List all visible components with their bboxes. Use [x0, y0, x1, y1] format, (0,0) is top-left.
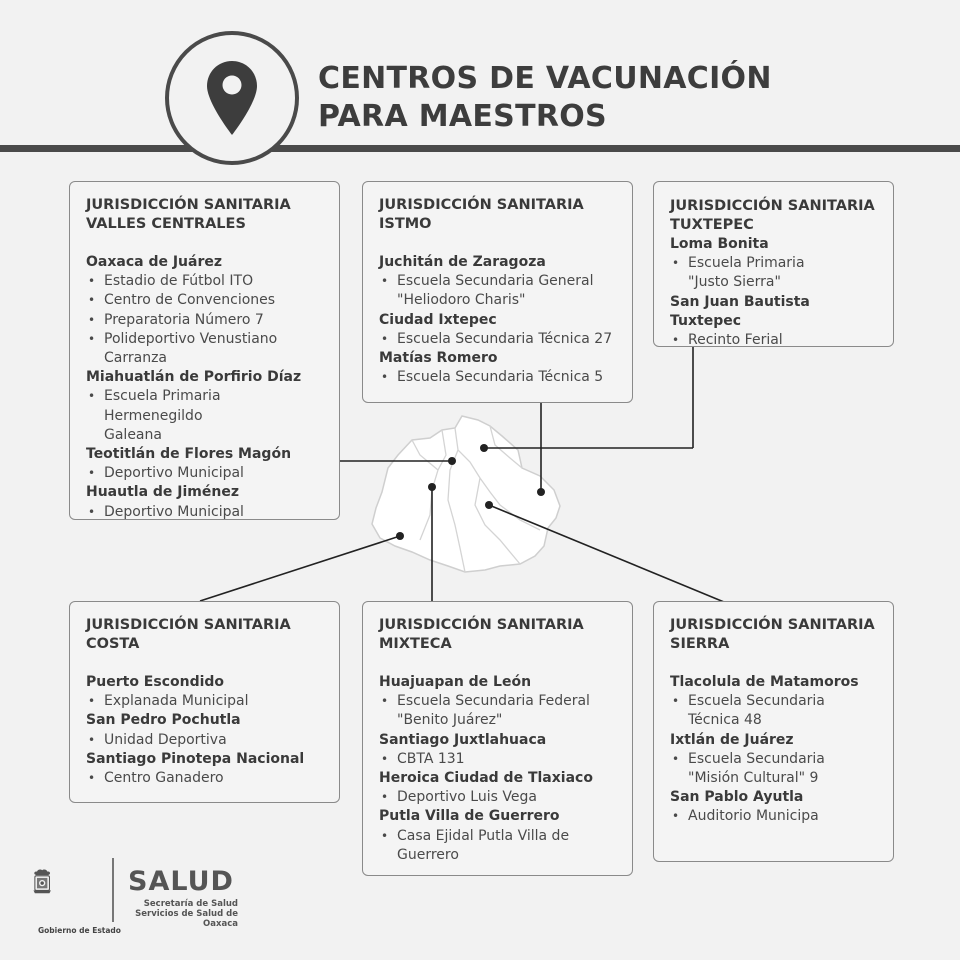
- city-name: Ciudad Ixtepec: [379, 311, 497, 328]
- card-title-line-2: ISTMO: [379, 216, 432, 232]
- location-text: Centro Ganadero: [104, 770, 224, 787]
- city-name: San Pedro Pochutla: [86, 712, 241, 729]
- gobierno-label: Gobierno de Estado: [38, 926, 121, 935]
- pin-badge: [165, 31, 299, 165]
- bullet-icon: •: [88, 312, 96, 327]
- location-item: [670, 692, 877, 711]
- location-text: Escuela Secundaria Federal: [397, 693, 590, 710]
- bullet-icon: •: [381, 331, 389, 346]
- location-text: Unidad Deportiva: [104, 731, 227, 748]
- bullet-icon: •: [88, 694, 96, 709]
- location-text: Casa Ejidal Putla Villa de: [397, 827, 570, 844]
- card-body: [670, 673, 877, 827]
- card-title: [670, 616, 877, 654]
- map-pin-icon: [205, 59, 259, 137]
- city-name: Teotitlán de Flores Magón: [86, 446, 292, 463]
- location-text: Preparatoria Número 7: [104, 311, 264, 328]
- page-title: [318, 60, 772, 136]
- location-item: [86, 692, 323, 711]
- location-item: [670, 711, 877, 730]
- title-line-1: CENTROS DE VACUNACIÓN: [318, 61, 772, 96]
- card-title-line-1: JURISDICCIÓN SANITARIA: [379, 197, 584, 213]
- card-istmo: [362, 181, 633, 403]
- location-item: [379, 692, 616, 711]
- card-title-line-1: JURISDICCIÓN SANITARIA: [86, 617, 291, 633]
- bullet-icon: •: [381, 790, 389, 805]
- location-text: Escuela Secundaria: [688, 693, 825, 710]
- card-tuxtepec: [653, 181, 894, 347]
- card-title-line-2: SIERRA: [670, 636, 730, 652]
- card-sierra: [653, 601, 894, 862]
- bullet-icon: •: [381, 370, 389, 385]
- location-text: "Justo Sierra": [688, 274, 781, 291]
- card-title: [86, 196, 323, 234]
- location-text: Deportivo Municipal: [104, 465, 244, 482]
- bullet-icon: •: [672, 751, 680, 766]
- location-item: [379, 827, 616, 846]
- location-text: Estadio de Fútbol ITO: [104, 273, 254, 290]
- city-name: Matías Romero: [379, 350, 498, 367]
- card-title: [379, 196, 616, 234]
- city-name: San Pablo Ayutla: [670, 789, 804, 806]
- location-text: "Benito Juárez": [397, 712, 503, 729]
- salud-brand: SALUD: [128, 866, 234, 897]
- bullet-icon: •: [88, 274, 96, 289]
- location-item: [670, 331, 877, 350]
- location-item: [86, 291, 323, 310]
- location-text: Escuela Primaria Hermenegildo: [104, 388, 221, 424]
- location-text: Explanada Municipal: [104, 693, 249, 710]
- location-item: [86, 731, 323, 750]
- location-item: [86, 349, 323, 368]
- location-item: [670, 254, 877, 273]
- location-item: [86, 311, 323, 330]
- city-name: Juchitán de Zaragoza: [379, 254, 546, 270]
- location-item: [379, 330, 616, 349]
- location-item: [86, 272, 323, 291]
- location-item: [86, 769, 323, 788]
- location-text: Carranza: [104, 350, 167, 367]
- location-text: Deportivo Luis Vega: [397, 789, 537, 806]
- oaxaca-map: [372, 416, 560, 572]
- card-valles-centrales: [69, 181, 340, 520]
- bullet-icon: •: [672, 256, 680, 271]
- city-name: Puerto Escondido: [86, 674, 225, 690]
- city-name: Miahuatlán de Porfirio Díaz: [86, 369, 302, 386]
- location-item: [379, 368, 616, 387]
- salud-subtitle-line-2: Servicios de Salud de Oaxaca: [135, 909, 238, 929]
- location-item: [86, 387, 323, 425]
- card-title-line-2: COSTA: [86, 636, 140, 652]
- location-item: [670, 769, 877, 788]
- state-coat-of-arms-icon: [30, 846, 110, 922]
- location-item: [86, 426, 323, 445]
- location-text: Escuela Secundaria: [688, 750, 825, 767]
- bullet-icon: •: [88, 389, 96, 404]
- card-title-line-2: MIXTECA: [379, 636, 452, 652]
- city-name: Ixtlán de Juárez: [670, 731, 794, 748]
- bullet-icon: •: [88, 771, 96, 786]
- city-name: Oaxaca de Juárez: [86, 254, 223, 270]
- card-title-line-2: TUXTEPEC: [670, 217, 754, 233]
- location-item: [670, 807, 877, 826]
- location-text: Escuela Secundaria Técnica 27: [397, 330, 613, 347]
- card-title-line-1: JURISDICCIÓN SANITARIA: [86, 197, 291, 213]
- card-body: [379, 253, 616, 387]
- logo-divider: [112, 858, 114, 922]
- bullet-icon: •: [672, 333, 680, 348]
- bullet-icon: •: [381, 694, 389, 709]
- location-item: [86, 464, 323, 483]
- card-body: [86, 253, 323, 522]
- location-text: Guerrero: [397, 846, 459, 863]
- location-text: Polideportivo Venustiano: [104, 330, 278, 347]
- card-body: [670, 235, 877, 350]
- city-name: San Juan Bautista Tuxtepec: [670, 293, 810, 329]
- city-name: Putla Villa de Guerrero: [379, 808, 560, 825]
- card-title: [670, 197, 877, 235]
- bullet-icon: •: [88, 466, 96, 481]
- location-text: Centro de Convenciones: [104, 292, 276, 309]
- location-text: Técnica 48: [688, 712, 762, 729]
- location-item: [379, 846, 616, 865]
- location-text: Galeana: [104, 426, 162, 443]
- bullet-icon: •: [88, 293, 96, 308]
- location-text: "Heliodoro Charis": [397, 292, 526, 309]
- card-title: [379, 616, 616, 654]
- bullet-icon: •: [672, 694, 680, 709]
- city-name: Loma Bonita: [670, 236, 769, 252]
- card-costa: [69, 601, 340, 803]
- location-item: [86, 330, 323, 349]
- city-name: Tlacolula de Matamoros: [670, 674, 859, 690]
- salud-subtitle: [122, 899, 238, 929]
- card-title-line-2: VALLES CENTRALES: [86, 216, 246, 232]
- location-item: [379, 291, 616, 310]
- location-text: Escuela Secundaria Técnica 5: [397, 369, 604, 386]
- card-title-line-1: JURISDICCIÓN SANITARIA: [379, 617, 584, 633]
- title-line-2: PARA MAESTROS: [318, 99, 607, 134]
- location-text: Auditorio Municipa: [688, 808, 819, 825]
- location-text: Escuela Secundaria General: [397, 273, 594, 290]
- bullet-icon: •: [381, 751, 389, 766]
- bullet-icon: •: [381, 274, 389, 289]
- location-item: [670, 750, 877, 769]
- card-title: [86, 616, 323, 654]
- location-item: [379, 272, 616, 291]
- location-item: [379, 711, 616, 730]
- bullet-icon: •: [88, 331, 96, 346]
- location-text: Recinto Ferial: [688, 332, 783, 349]
- card-title-line-1: JURISDICCIÓN SANITARIA: [670, 617, 875, 633]
- city-name: Santiago Juxtlahuaca: [379, 731, 547, 748]
- city-name: Santiago Pinotepa Nacional: [86, 750, 305, 767]
- bullet-icon: •: [381, 828, 389, 843]
- header-divider: [0, 145, 960, 152]
- card-title-line-1: JURISDICCIÓN SANITARIA: [670, 198, 875, 214]
- card-body: [86, 673, 323, 788]
- card-mixteca: [362, 601, 633, 876]
- location-text: CBTA 131: [397, 750, 465, 767]
- location-text: Escuela Primaria: [688, 255, 805, 272]
- location-text: Deportivo Municipal: [104, 503, 244, 520]
- card-body: [379, 673, 616, 865]
- city-name: Heroica Ciudad de Tlaxiaco: [379, 770, 593, 787]
- city-name: Huautla de Jiménez: [86, 484, 240, 501]
- bullet-icon: •: [672, 809, 680, 824]
- location-item: [670, 273, 877, 292]
- bullet-icon: •: [88, 732, 96, 747]
- location-item: [86, 503, 323, 522]
- salud-subtitle-line-1: Secretaría de Salud: [143, 899, 238, 909]
- location-item: [379, 788, 616, 807]
- city-name: Huajuapan de León: [379, 674, 532, 690]
- location-text: "Misión Cultural" 9: [688, 770, 819, 787]
- bullet-icon: •: [88, 504, 96, 519]
- location-item: [379, 750, 616, 769]
